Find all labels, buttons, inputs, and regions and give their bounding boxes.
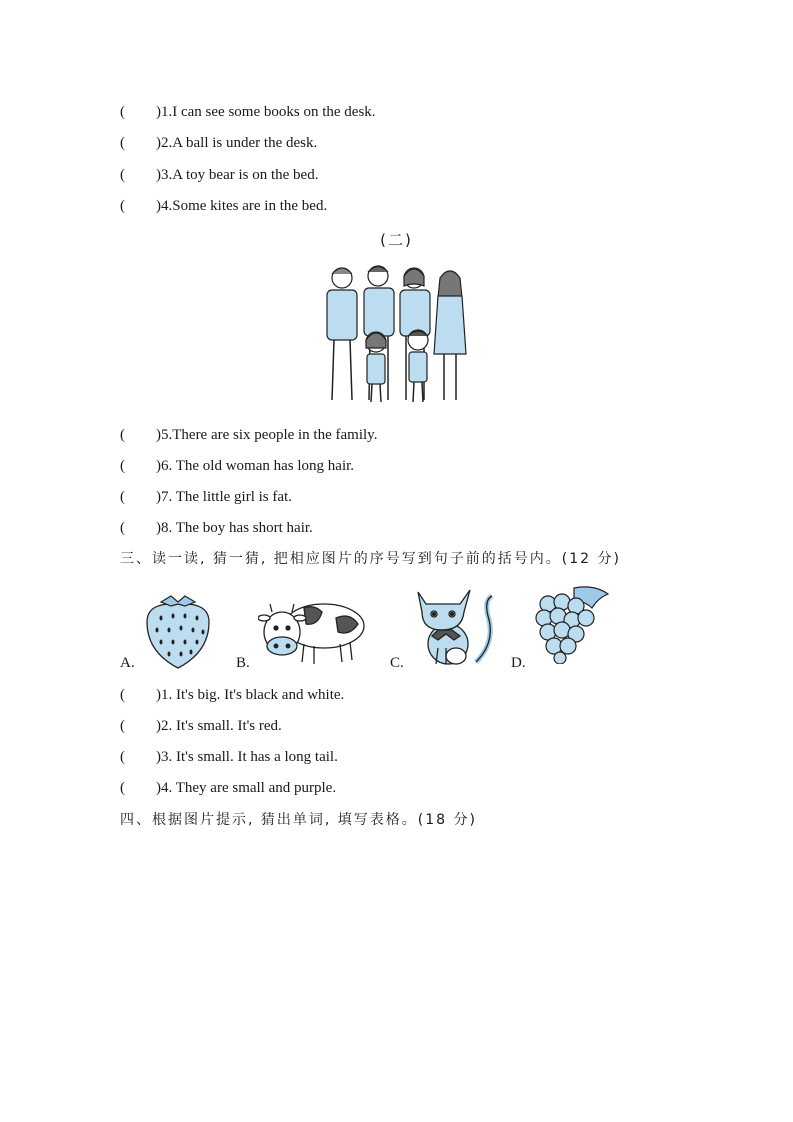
question-text: )8. The boy has short hair. — [156, 520, 313, 536]
question-5 — [120, 426, 377, 444]
question-text: )1.I can see some books on the desk. — [156, 104, 376, 120]
cat-icon — [412, 582, 496, 668]
cow-icon — [258, 596, 368, 668]
match-question-3 — [120, 748, 338, 766]
question-4 — [120, 197, 327, 215]
answer-bracket[interactable]: ( — [120, 687, 125, 703]
question-6 — [120, 457, 354, 475]
question-text: )1. It's big. It's black and white. — [156, 687, 345, 703]
grapes-icon — [534, 584, 612, 664]
question-text: )3. It's small. It has a long tail. — [156, 749, 338, 765]
family-illustration — [322, 262, 470, 410]
subheading: (二) — [380, 231, 413, 249]
question-text: )5.There are six people in the family. — [156, 427, 378, 443]
option-b-label: B. — [236, 655, 250, 671]
question-text: )6. The old woman has long hair. — [156, 458, 355, 474]
section3-heading: 三、读一读, 猜一猜, 把相应图片的序号写到句子前的括号内。(12 分) — [120, 551, 621, 567]
question-text: )4.Some kites are in the bed. — [156, 198, 328, 214]
answer-bracket[interactable]: ( — [120, 718, 125, 734]
question-2 — [120, 134, 317, 152]
match-question-1 — [120, 686, 344, 704]
answer-bracket[interactable]: ( — [120, 167, 125, 183]
answer-bracket[interactable]: ( — [120, 489, 125, 505]
answer-bracket[interactable]: ( — [120, 198, 125, 214]
question-text: )2. It's small. It's red. — [156, 718, 282, 734]
question-7 — [120, 488, 292, 506]
match-question-4 — [120, 779, 336, 797]
answer-bracket[interactable]: ( — [120, 104, 125, 120]
section4-heading: 四、根据图片提示, 猜出单词, 填写表格。(18 分) — [120, 812, 477, 828]
answer-bracket[interactable]: ( — [120, 780, 125, 796]
question-text: )3.A toy bear is on the bed. — [156, 167, 319, 183]
option-a-label: A. — [120, 655, 135, 671]
question-1 — [120, 103, 376, 121]
answer-bracket[interactable]: ( — [120, 458, 125, 474]
question-text: )4. They are small and purple. — [156, 780, 337, 796]
question-text: )7. The little girl is fat. — [156, 489, 292, 505]
question-3 — [120, 166, 318, 184]
match-question-2 — [120, 717, 282, 735]
answer-bracket[interactable]: ( — [120, 427, 125, 443]
option-c-label: C. — [390, 655, 404, 671]
answer-bracket[interactable]: ( — [120, 749, 125, 765]
answer-bracket[interactable]: ( — [120, 135, 125, 151]
option-d-label: D. — [511, 655, 526, 671]
answer-bracket[interactable]: ( — [120, 520, 125, 536]
question-text: )2.A ball is under the desk. — [156, 135, 318, 151]
strawberry-icon — [143, 592, 213, 670]
question-8 — [120, 519, 313, 537]
